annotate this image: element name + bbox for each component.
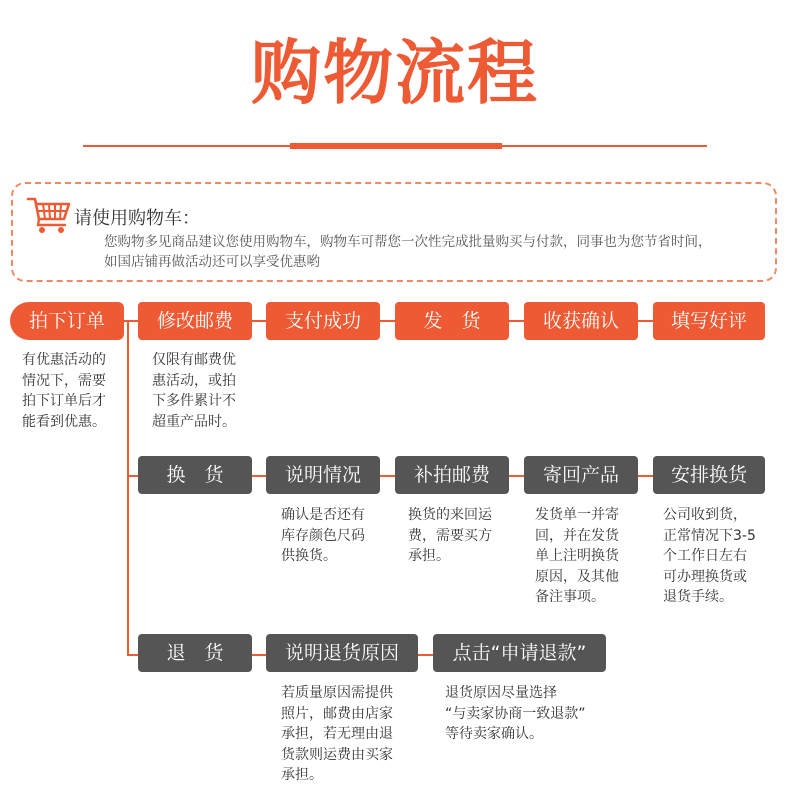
- step-explain-situation: 说明情况: [266, 456, 380, 494]
- note-arrange-exchange: 公司收到货， 正常情况下3-5 个工作日左右 可办理换货或 退货手续。: [663, 507, 756, 605]
- step-return-product: 寄回产品: [524, 456, 638, 494]
- page-title: 购物流程: [251, 32, 539, 114]
- cart-description: [104, 232, 780, 272]
- step-modify-postage: 修改邮费: [138, 302, 252, 340]
- step-write-review: 填写好评: [653, 302, 765, 340]
- step-confirm-receipt: 收获确认: [524, 302, 638, 340]
- note-explain-refund-reason: 若质量原因需提供 照片，邮费由店家 承担，若无理由退 货款则运费由买家 承担。: [281, 685, 393, 783]
- title-divider-accent: [290, 143, 502, 149]
- note-click-apply-refund: 退货原因尽量选择 “与卖家协商一致退款” 等待卖家确认。: [445, 685, 586, 742]
- note-modify-postage: 仅限有邮费优 惠活动，或拍 下多件累计不 超重产品时。: [152, 352, 236, 430]
- step-place-order: 拍下订单: [10, 302, 124, 340]
- step-shipping: 发 货: [395, 302, 509, 340]
- step-payment-success: 支付成功: [266, 302, 380, 340]
- connector-vertical: [127, 320, 129, 656]
- step-click-apply-refund: 点击“申请退款”: [433, 634, 606, 672]
- note-place-order: 有优惠活动的 情况下，需要 拍下订单后才 能看到优惠。: [22, 352, 106, 430]
- cart-heading: 请使用购物车：: [74, 208, 200, 229]
- step-refund: 退 货: [138, 634, 252, 672]
- cart-description-line-2: 如国店铺再做活动还可以享受优惠哟: [104, 254, 320, 270]
- step-pay-extra-postage: 补拍邮费: [395, 456, 509, 494]
- step-exchange: 换 货: [138, 456, 252, 494]
- note-pay-extra-postage: 换货的来回运 费，需要买方 承担。: [408, 507, 492, 564]
- note-explain-situation: 确认是否还有 库存颜色尺码 供换货。: [281, 507, 365, 564]
- note-return-product: 发货单一并寄 回，并在发货 单上注明换货 原因，及其他 备注事项。: [535, 507, 619, 605]
- cart-description-line-1: 您购物多见商品建议您使用购物车，购物车可帮您一次性完成批量购买与付款，同事也为您节省时间，: [104, 234, 712, 250]
- step-arrange-exchange: 安排换货: [653, 456, 765, 494]
- step-explain-refund-reason: 说明退货原因: [266, 634, 418, 672]
- shopping-cart-icon: [26, 195, 72, 235]
